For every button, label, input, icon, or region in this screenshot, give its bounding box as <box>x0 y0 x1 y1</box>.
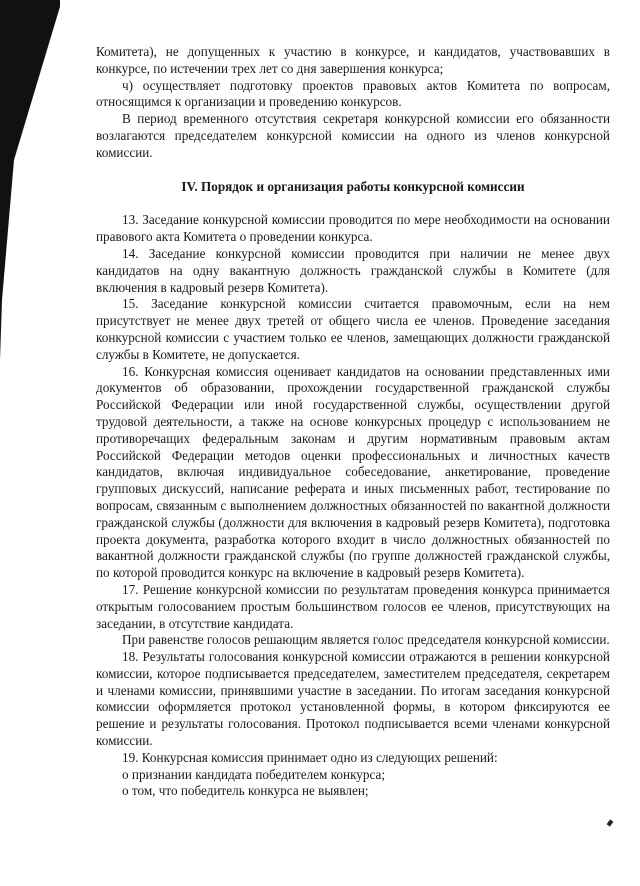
paragraph-13: 13. Заседание конкурсной комиссии проводится по мере необходимости на основании правового акта Комитета о проведении конкурса. <box>96 212 610 245</box>
list-item-no-winner: о том, что победитель конкурса не выявлен; <box>122 783 369 799</box>
paragraph-tie-vote: При равенстве голосов решающим является голос председателя конкурсной комиссии. <box>122 632 610 648</box>
paragraph-14: 14. Заседание конкурсной комиссии проводится при наличии не менее двух кандидатов на одну вакантную должность гражданской службы в Комитете (для включения в кадровый резерв Комитета). <box>96 245 610 295</box>
paragraph-18: 18. Результаты голосования конкурсной комиссии отражаются в решении конкурсной комиссии, которое подписывается председателем, заместителем председателя, секретарем и членами комиссии, принявшими участие в заседании. По итогам заседания конкурсной комиссии оформляется протокол установленной формы, в котором фиксируются ее решение и результаты голосования. Протокол подписывается всеми членами конкурсной комиссии. <box>96 649 610 749</box>
paragraph-item-ch: ч) осуществляет подготовку проектов правовых актов Комитета по вопросам, относящимся к организации и проведению конкурсов. <box>96 77 610 110</box>
list-item-winner: о признании кандидата победителем конкурса; <box>122 766 386 782</box>
section-title: IV. Порядок и организация работы конкурсной комиссии <box>181 178 525 194</box>
scan-speck <box>607 819 614 826</box>
paragraph-continuation: Комитета), не допущенных к участию в конкурсе, и кандидатов, участвовавших в конкурсе, по истечении трех лет со дня завершения конкурса; <box>96 44 610 76</box>
paragraph-17: 17. Решение конкурсной комиссии по результатам проведения конкурса принимается открытым голосованием простым большинством голосов ее членов, присутствующих на заседании, в отсутствие кандидата. <box>96 581 610 631</box>
paragraph-19: 19. Конкурсная комиссия принимает одно из следующих решений: <box>122 749 498 765</box>
paragraph-secretary-absence: В период временного отсутствия секретаря конкурсной комиссии его обязанности возлагаются председателем конкурсной комиссии на одного из членов конкурсной комиссии. <box>96 111 610 160</box>
paragraph-16: 16. Конкурсная комиссия оценивает кандидатов на основании представленных ими документов об образовании, прохождении государственной гражданской службы Российской Федерации или иной государственной службы, осуществлении другой трудовой деятельности, а также на основе конкурсных процедур с использованием не противоречащих федеральным законам и другим нормативным правовым актам Российской Федерации методов оценки профессиональных и личностных качеств кандидатов, включая индивидуальное собеседование, анкетирование, проведение групповых дискуссий, написание реферата и иных письменных работ, тестирование по вопросам, связанным с выполнением должностных обязанностей по вакантной должности гражданской службы (должности для включения в кадровый резерв Комитета), подготовка проекта документа, разработка которого входит в число должностных обязанностей по вакантной должности гражданской службы (по группе должностей гражданской службы, по которой проводится конкурс на включение в кадровый резерв Комитета). <box>96 363 610 581</box>
paragraph-15: 15. Заседание конкурсной комиссии считается правомочным, если на нем присутствует не менее двух третей от общего числа ее членов. Проведение заседания конкурсной комиссии с участием только ее членов, замещающих должности гражданской службы в Комитете, не допускается. <box>96 296 610 362</box>
document-page <box>96 44 610 800</box>
scan-edge-shadow <box>0 0 60 886</box>
